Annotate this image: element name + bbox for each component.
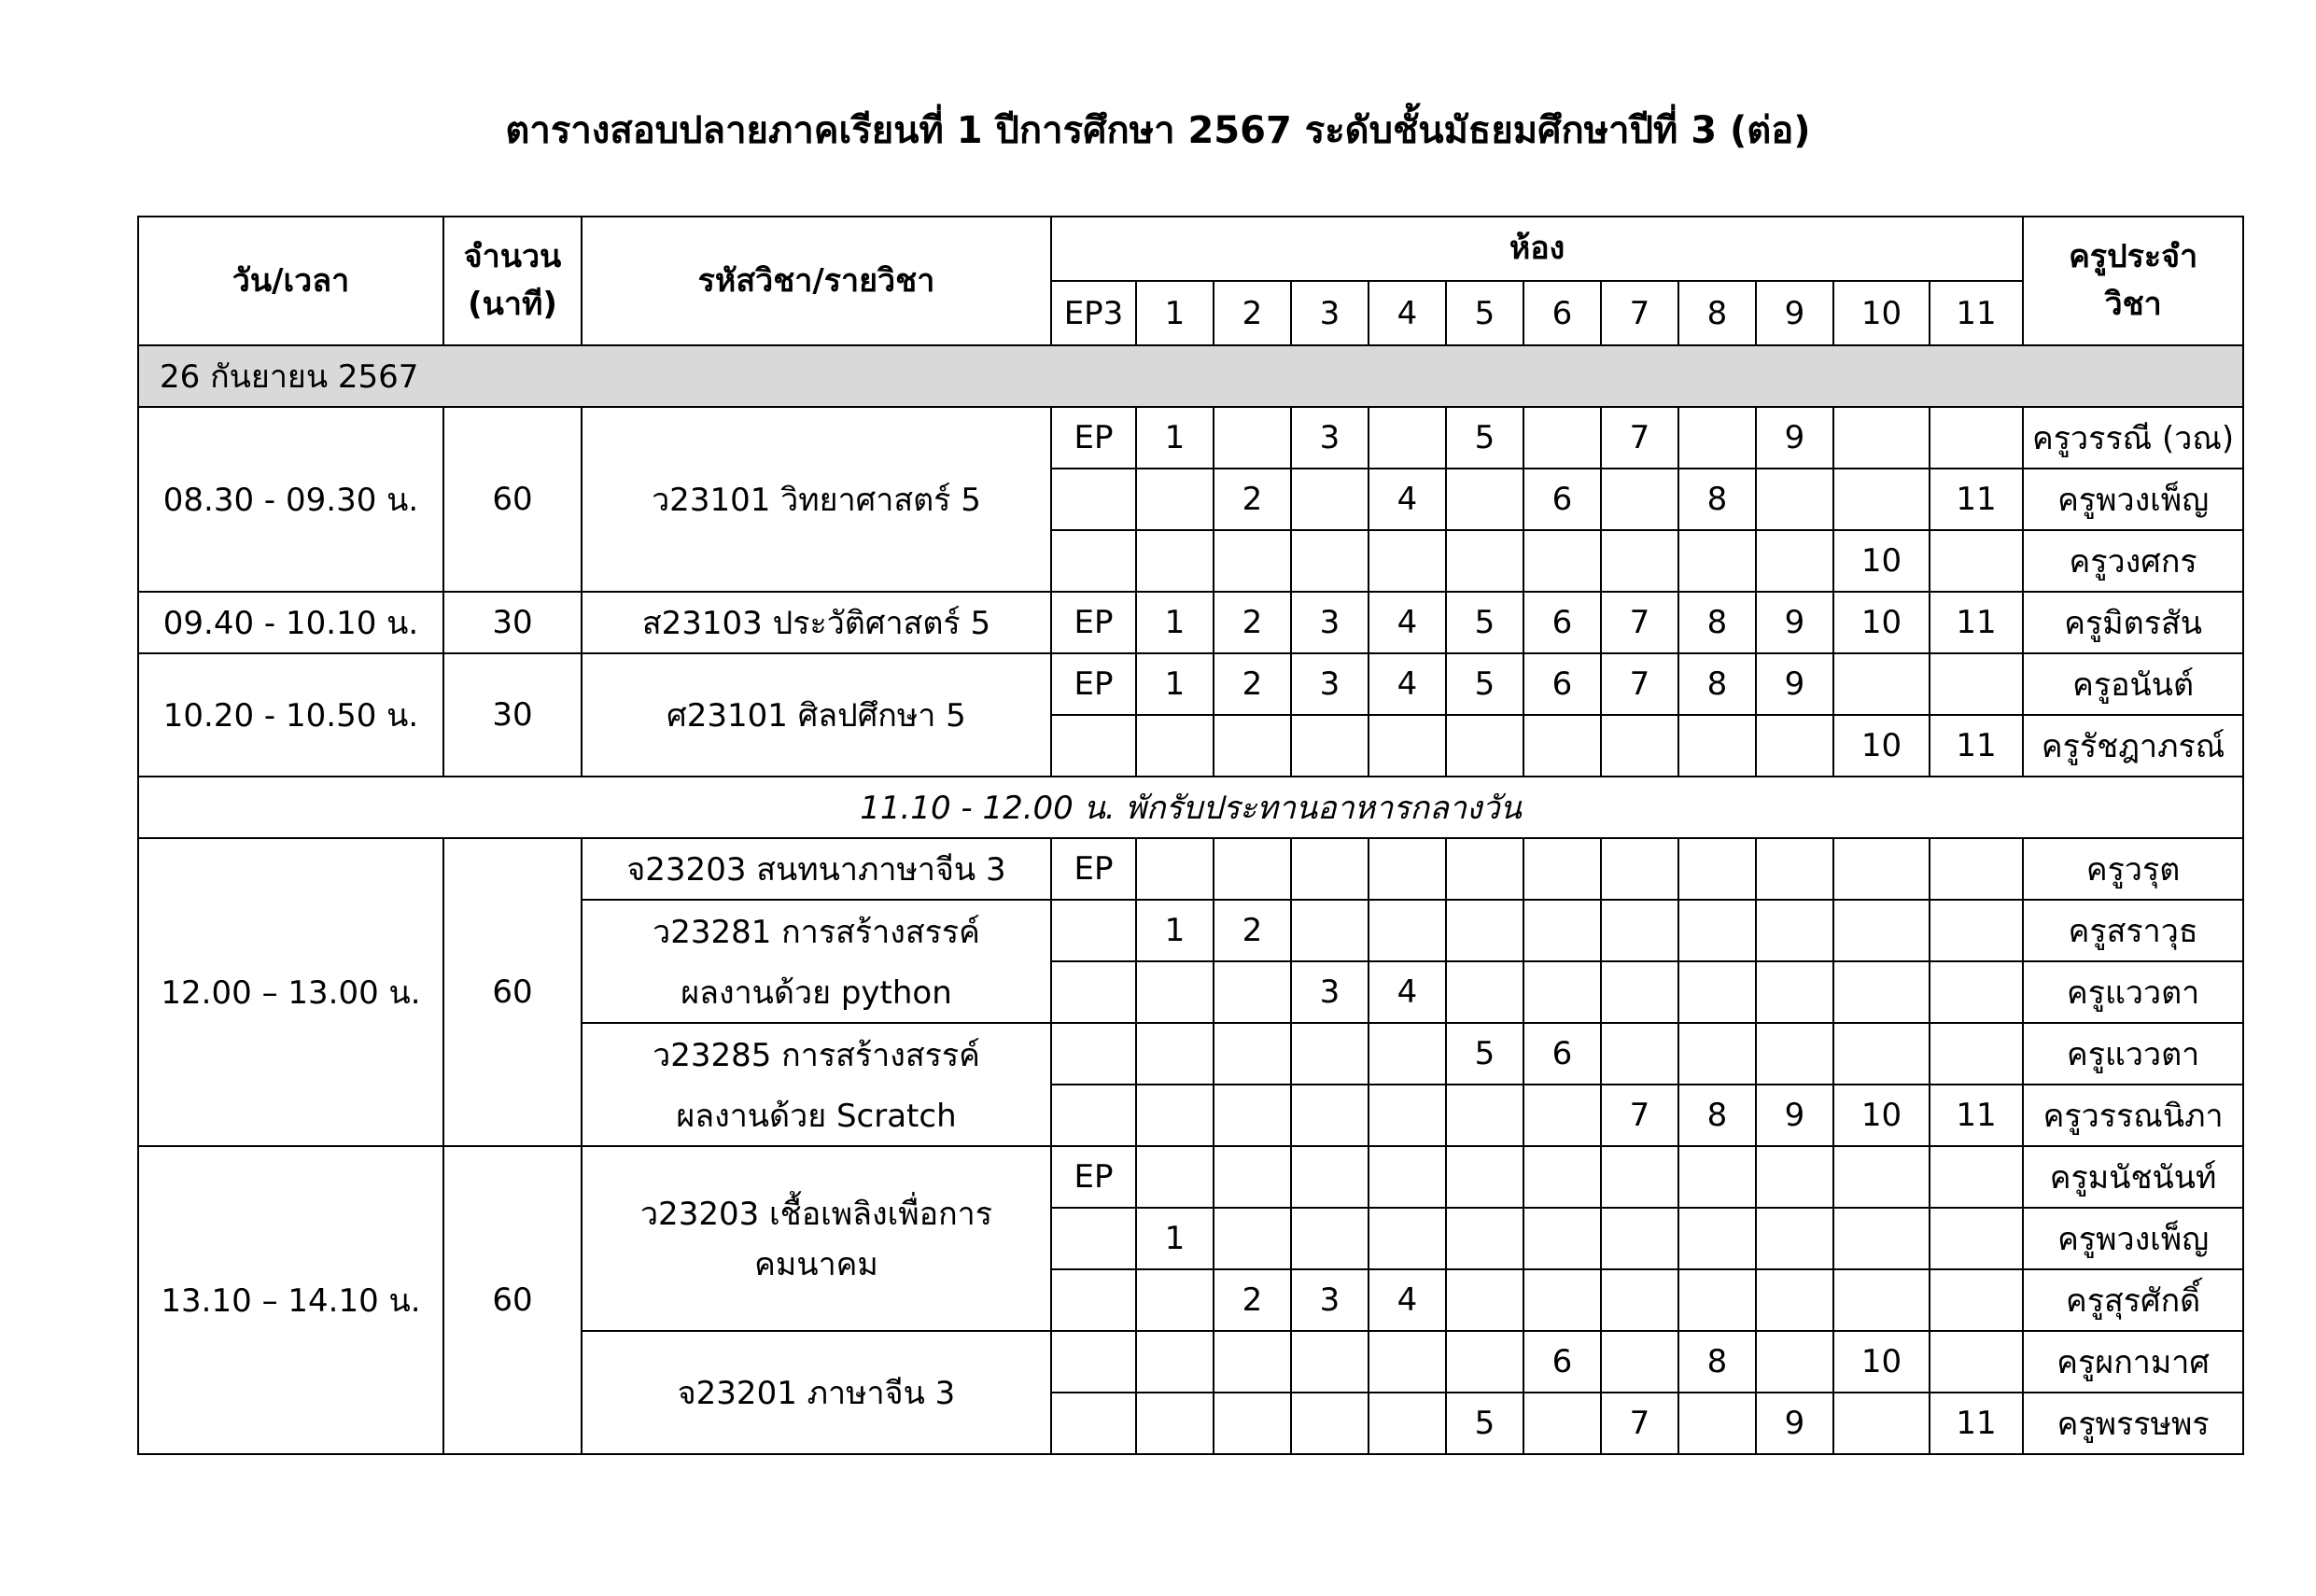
- teacher-cell: ครูสราวุธ: [2023, 900, 2243, 961]
- room-cell: [1756, 1146, 1833, 1208]
- room-cell: [1369, 1085, 1446, 1146]
- room-cell: [1678, 1023, 1756, 1085]
- room-cell: [1214, 715, 1291, 777]
- room-cell: [1136, 469, 1214, 530]
- room-cell: [1678, 1393, 1756, 1454]
- room-cell: 1: [1136, 653, 1214, 715]
- table-row: [138, 407, 2243, 469]
- teacher-cell: ครูพวงเพ็ญ: [2023, 1208, 2243, 1269]
- room-cell: [1833, 838, 1930, 900]
- teacher-cell: ครูแววตา: [2023, 961, 2243, 1023]
- room-cell: 9: [1756, 592, 1833, 653]
- room-cell: [1051, 530, 1136, 592]
- room-cell: 1: [1136, 1208, 1214, 1269]
- room-cell: [1291, 530, 1369, 592]
- room-cell: 3: [1291, 407, 1369, 469]
- room-cell: [1930, 653, 2023, 715]
- teacher-cell: ครูวงศกร: [2023, 530, 2243, 592]
- room-cell: [1136, 838, 1214, 900]
- room-cell: [1523, 838, 1601, 900]
- room-cell: [1523, 900, 1601, 961]
- room-cell: 6: [1523, 1331, 1601, 1393]
- subject-cell: ส23103 ประวัติศาสตร์ 5: [582, 592, 1051, 653]
- room-col-header: 4: [1369, 281, 1446, 345]
- room-cell: [1369, 838, 1446, 900]
- room-cell: 4: [1369, 1269, 1446, 1331]
- room-cell: 11: [1930, 715, 2023, 777]
- room-cell: 11: [1930, 1393, 2023, 1454]
- room-cell: [1523, 1269, 1601, 1331]
- room-cell: [1601, 1023, 1678, 1085]
- room-cell: [1051, 1085, 1136, 1146]
- room-cell: [1678, 1269, 1756, 1331]
- time-cell: 13.10 – 14.10 น.: [138, 1146, 443, 1454]
- room-cell: 5: [1446, 592, 1523, 653]
- teacher-cell: ครูอนันต์: [2023, 653, 2243, 715]
- room-cell: 2: [1214, 653, 1291, 715]
- room-cell: 1: [1136, 592, 1214, 653]
- table-row: [138, 838, 2243, 900]
- room-cell: [1051, 900, 1136, 961]
- room-cell: [1051, 715, 1136, 777]
- room-cell: 9: [1756, 1393, 1833, 1454]
- room-cell: EP: [1051, 653, 1136, 715]
- room-cell: EP: [1051, 838, 1136, 900]
- exam-date: 26 กันยายน 2567: [138, 345, 2243, 407]
- room-cell: [1930, 900, 2023, 961]
- header-duration: [443, 217, 582, 345]
- room-cell: [1291, 838, 1369, 900]
- teacher-cell: ครูสุรศักดิ์: [2023, 1269, 2243, 1331]
- room-cell: 1: [1136, 900, 1214, 961]
- room-cell: [1291, 1085, 1369, 1146]
- room-cell: [1930, 1023, 2023, 1085]
- header-teacher-line1: ครูประจำ: [2069, 238, 2198, 275]
- room-cell: 9: [1756, 653, 1833, 715]
- room-cell: [1756, 715, 1833, 777]
- room-cell: [1678, 1208, 1756, 1269]
- room-cell: 7: [1601, 1393, 1678, 1454]
- header-teacher-line2: วิชา: [2104, 286, 2162, 323]
- header-subject: รหัสวิชา/รายวิชา: [582, 217, 1051, 345]
- room-cell: [1051, 1393, 1136, 1454]
- room-cell: [1446, 900, 1523, 961]
- room-cell: [1601, 715, 1678, 777]
- room-cell: 7: [1601, 407, 1678, 469]
- room-cell: 6: [1523, 653, 1601, 715]
- teacher-cell: ครูแววตา: [2023, 1023, 2243, 1085]
- room-cell: [1601, 1331, 1678, 1393]
- room-cell: [1523, 715, 1601, 777]
- subject-cell: ศ23101 ศิลปศึกษา 5: [582, 653, 1051, 777]
- subject-cell-line: ว23203 เชื้อเพลิงเพื่อการ: [639, 1196, 993, 1233]
- subject-cell: ว23101 วิทยาศาสตร์ 5: [582, 407, 1051, 592]
- room-cell: 10: [1833, 530, 1930, 592]
- room-cell: 4: [1369, 469, 1446, 530]
- room-cell: [1756, 1269, 1833, 1331]
- room-cell: [1678, 1146, 1756, 1208]
- room-cell: EP: [1051, 407, 1136, 469]
- room-cell: [1523, 1146, 1601, 1208]
- room-cell: [1930, 407, 2023, 469]
- room-cell: [1601, 961, 1678, 1023]
- room-cell: [1291, 1393, 1369, 1454]
- room-cell: [1833, 407, 1930, 469]
- room-cell: [1136, 1331, 1214, 1393]
- room-cell: 3: [1291, 1269, 1369, 1331]
- room-cell: [1136, 1023, 1214, 1085]
- room-cell: [1214, 1331, 1291, 1393]
- room-cell: 4: [1369, 592, 1446, 653]
- room-cell: [1930, 1146, 2023, 1208]
- subject-cell: จ23201 ภาษาจีน 3: [582, 1331, 1051, 1454]
- room-col-header: 5: [1446, 281, 1523, 345]
- room-cell: 5: [1446, 1393, 1523, 1454]
- subject-cell-line: คมนาคม: [754, 1246, 878, 1283]
- subject-cell: ผลงานด้วย python: [582, 961, 1051, 1023]
- room-cell: 10: [1833, 592, 1930, 653]
- room-cell: 8: [1678, 653, 1756, 715]
- room-cell: [1291, 469, 1369, 530]
- room-cell: 7: [1601, 592, 1678, 653]
- room-cell: 6: [1523, 592, 1601, 653]
- room-cell: [1446, 1085, 1523, 1146]
- time-cell: 08.30 - 09.30 น.: [138, 407, 443, 592]
- room-cell: [1446, 1146, 1523, 1208]
- room-cell: [1756, 530, 1833, 592]
- minutes-cell: 60: [443, 838, 582, 1146]
- teacher-cell: ครูวรุต: [2023, 838, 2243, 900]
- room-col-header: 8: [1678, 281, 1756, 345]
- room-col-header: 7: [1601, 281, 1678, 345]
- room-cell: 3: [1291, 592, 1369, 653]
- room-cell: [1833, 1208, 1930, 1269]
- room-col-header: 1: [1136, 281, 1214, 345]
- room-cell: [1756, 469, 1833, 530]
- room-cell: [1678, 407, 1756, 469]
- room-cell: [1369, 1331, 1446, 1393]
- room-cell: 2: [1214, 469, 1291, 530]
- teacher-cell: ครูพวงเพ็ญ: [2023, 469, 2243, 530]
- room-cell: [1369, 1023, 1446, 1085]
- room-cell: [1051, 961, 1136, 1023]
- subject-cell: จ23203 สนทนาภาษาจีน 3: [582, 838, 1051, 900]
- room-cell: 8: [1678, 1331, 1756, 1393]
- room-cell: [1051, 1269, 1136, 1331]
- room-cell: [1930, 961, 2023, 1023]
- room-cell: [1446, 961, 1523, 1023]
- room-cell: [1678, 961, 1756, 1023]
- room-cell: [1051, 1023, 1136, 1085]
- time-cell: 10.20 - 10.50 น.: [138, 653, 443, 777]
- room-cell: [1833, 1393, 1930, 1454]
- room-cell: 2: [1214, 592, 1291, 653]
- room-cell: [1756, 1023, 1833, 1085]
- room-cell: [1214, 1023, 1291, 1085]
- room-cell: 11: [1930, 592, 2023, 653]
- room-cell: EP: [1051, 592, 1136, 653]
- room-cell: 10: [1833, 1085, 1930, 1146]
- room-col-header: 10: [1833, 281, 1930, 345]
- lunch-break-row: [138, 777, 2243, 838]
- room-cell: [1930, 838, 2023, 900]
- teacher-cell: ครูผกามาศ: [2023, 1331, 2243, 1393]
- room-cell: [1833, 961, 1930, 1023]
- room-cell: [1601, 1269, 1678, 1331]
- room-cell: 6: [1523, 1023, 1601, 1085]
- minutes-cell: 30: [443, 653, 582, 777]
- header-row: [138, 217, 2243, 281]
- room-cell: 5: [1446, 653, 1523, 715]
- room-cell: [1756, 838, 1833, 900]
- teacher-cell: ครูรัชฎาภรณ์: [2023, 715, 2243, 777]
- teacher-cell: ครูพรรษพร: [2023, 1393, 2243, 1454]
- room-cell: [1136, 1269, 1214, 1331]
- room-col-header: 9: [1756, 281, 1833, 345]
- room-cell: [1833, 1023, 1930, 1085]
- room-cell: [1291, 900, 1369, 961]
- room-cell: [1291, 715, 1369, 777]
- room-cell: [1291, 1146, 1369, 1208]
- room-cell: [1369, 1146, 1446, 1208]
- room-cell: [1678, 530, 1756, 592]
- room-cell: [1446, 838, 1523, 900]
- exam-schedule-table: [137, 216, 2244, 1455]
- subject-cell: ว23285 การสร้างสรรค์: [582, 1023, 1051, 1085]
- room-cell: [1523, 1085, 1601, 1146]
- room-cell: [1369, 407, 1446, 469]
- room-cell: [1601, 469, 1678, 530]
- room-cell: 5: [1446, 1023, 1523, 1085]
- room-cell: [1136, 1146, 1214, 1208]
- room-cell: [1291, 1023, 1369, 1085]
- room-cell: 5: [1446, 407, 1523, 469]
- room-cell: [1214, 1146, 1291, 1208]
- room-cell: 9: [1756, 1085, 1833, 1146]
- room-cell: [1291, 1331, 1369, 1393]
- room-cell: [1214, 1085, 1291, 1146]
- room-cell: 11: [1930, 1085, 2023, 1146]
- room-cell: [1523, 1208, 1601, 1269]
- room-cell: [1369, 900, 1446, 961]
- room-cell: 7: [1601, 1085, 1678, 1146]
- minutes-cell: 60: [443, 1146, 582, 1454]
- room-cell: [1051, 1208, 1136, 1269]
- room-cell: 1: [1136, 407, 1214, 469]
- room-cell: [1756, 1208, 1833, 1269]
- room-cell: [1369, 530, 1446, 592]
- room-cell: [1369, 715, 1446, 777]
- room-cell: [1930, 1208, 2023, 1269]
- time-cell: 09.40 - 10.10 น.: [138, 592, 443, 653]
- room-cell: 7: [1601, 653, 1678, 715]
- room-cell: 10: [1833, 715, 1930, 777]
- room-cell: [1446, 1208, 1523, 1269]
- header-duration-line2: (นาที): [468, 286, 557, 323]
- room-cell: 2: [1214, 1269, 1291, 1331]
- room-cell: [1136, 961, 1214, 1023]
- teacher-cell: ครูมนัชนันท์: [2023, 1146, 2243, 1208]
- room-cell: [1214, 961, 1291, 1023]
- room-cell: 3: [1291, 961, 1369, 1023]
- room-col-header: 3: [1291, 281, 1369, 345]
- room-col-header: 6: [1523, 281, 1601, 345]
- room-cell: [1214, 407, 1291, 469]
- room-col-header: 11: [1930, 281, 2023, 345]
- room-cell: [1446, 1269, 1523, 1331]
- header-day-time: วัน/เวลา: [138, 217, 443, 345]
- room-cell: [1833, 900, 1930, 961]
- teacher-cell: ครูมิตรสัน: [2023, 592, 2243, 653]
- room-cell: [1930, 530, 2023, 592]
- teacher-cell: ครูวรรณนิภา: [2023, 1085, 2243, 1146]
- room-cell: [1214, 530, 1291, 592]
- room-col-header: EP3: [1051, 281, 1136, 345]
- room-cell: [1446, 469, 1523, 530]
- room-cell: EP: [1051, 1146, 1136, 1208]
- header-rooms: ห้อง: [1051, 217, 2023, 281]
- room-cell: [1756, 900, 1833, 961]
- room-col-header: 2: [1214, 281, 1291, 345]
- header-teacher: [2023, 217, 2243, 345]
- room-cell: [1833, 653, 1930, 715]
- room-cell: [1214, 1393, 1291, 1454]
- room-cell: [1446, 530, 1523, 592]
- room-cell: [1601, 1208, 1678, 1269]
- table-row: [138, 1146, 2243, 1208]
- room-cell: [1601, 838, 1678, 900]
- room-cell: [1678, 838, 1756, 900]
- room-cell: [1833, 1146, 1930, 1208]
- room-cell: [1678, 715, 1756, 777]
- room-cell: [1214, 838, 1291, 900]
- room-cell: [1136, 715, 1214, 777]
- room-cell: [1523, 407, 1601, 469]
- room-cell: 4: [1369, 653, 1446, 715]
- room-cell: 10: [1833, 1331, 1930, 1393]
- minutes-cell: 30: [443, 592, 582, 653]
- room-cell: [1833, 1269, 1930, 1331]
- room-cell: 8: [1678, 469, 1756, 530]
- subject-cell: ผลงานด้วย Scratch: [582, 1085, 1051, 1146]
- room-cell: [1369, 1208, 1446, 1269]
- room-cell: [1601, 530, 1678, 592]
- header-duration-line1: จำนวน: [463, 238, 562, 275]
- room-cell: [1930, 1331, 2023, 1393]
- room-cell: [1678, 900, 1756, 961]
- room-cell: [1136, 530, 1214, 592]
- table-row: [138, 653, 2243, 715]
- room-cell: [1291, 1208, 1369, 1269]
- room-cell: 11: [1930, 469, 2023, 530]
- room-cell: [1446, 1331, 1523, 1393]
- room-cell: [1051, 469, 1136, 530]
- time-cell: 12.00 – 13.00 น.: [138, 838, 443, 1146]
- room-cell: [1523, 530, 1601, 592]
- room-cell: [1756, 1331, 1833, 1393]
- room-cell: [1523, 1393, 1601, 1454]
- room-cell: [1051, 1331, 1136, 1393]
- room-cell: 8: [1678, 1085, 1756, 1146]
- room-cell: [1369, 1393, 1446, 1454]
- room-cell: [1523, 961, 1601, 1023]
- page-title: ตารางสอบปลายภาคเรียนที่ 1 ปีการศึกษา 2567 ระดับชั้นมัธยมศึกษาปีที่ 3 (ต่อ): [505, 109, 1811, 152]
- room-cell: [1136, 1085, 1214, 1146]
- room-cell: [1601, 1146, 1678, 1208]
- table-row: [138, 592, 2243, 653]
- room-cell: 8: [1678, 592, 1756, 653]
- room-cell: 6: [1523, 469, 1601, 530]
- date-row: [138, 345, 2243, 407]
- minutes-cell: 60: [443, 407, 582, 592]
- room-cell: [1136, 1393, 1214, 1454]
- room-cell: 2: [1214, 900, 1291, 961]
- room-cell: [1446, 715, 1523, 777]
- subject-cell: ว23281 การสร้างสรรค์: [582, 900, 1051, 961]
- subject-cell: [582, 1146, 1051, 1331]
- room-cell: 4: [1369, 961, 1446, 1023]
- lunch-break: 11.10 - 12.00 น. พักรับประทานอาหารกลางวัน: [138, 777, 2243, 838]
- room-cell: [1930, 1269, 2023, 1331]
- room-cell: [1214, 1208, 1291, 1269]
- room-cell: 3: [1291, 653, 1369, 715]
- room-cell: 9: [1756, 407, 1833, 469]
- room-cell: [1601, 900, 1678, 961]
- room-cell: [1833, 469, 1930, 530]
- room-cell: [1756, 961, 1833, 1023]
- teacher-cell: ครูวรรณี (วณ): [2023, 407, 2243, 469]
